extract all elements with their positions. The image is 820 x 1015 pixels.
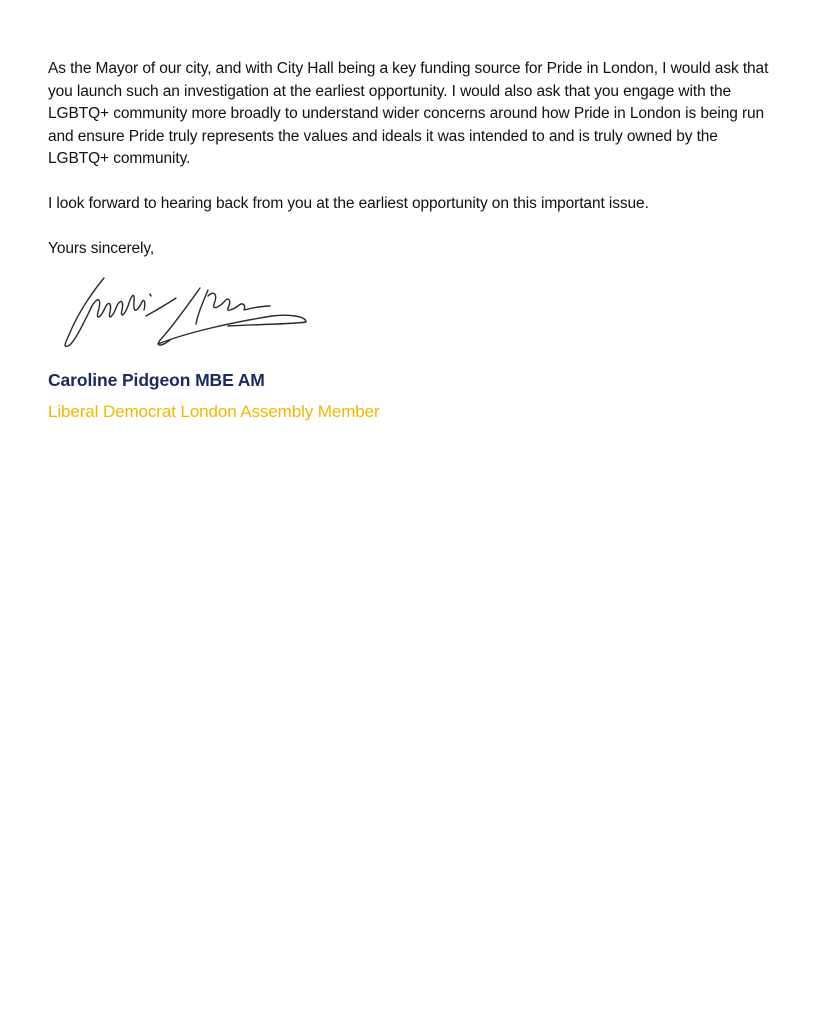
signer-name: Caroline Pidgeon MBE AM [48, 370, 265, 390]
letter-paragraph-2: I look forward to hearing back from you at the earliest opportunity on this important issue. [48, 194, 649, 212]
letter-body [48, 58, 773, 260]
letter-closing: Yours sincerely, [48, 239, 155, 257]
letter-paragraph-1: As the Mayor of our city, and with City Hall being a key funding source for Pride in London, I would ask that you launch such an investigation at the earliest opportunity. I would also ask that you engage with the LGBTQ+ community more broadly to understand wider concerns around how Pride in London is being run and ensure Pride truly represents the values and ideals it was intended to and is truly owned by the LGBTQ+ community. [48, 60, 769, 168]
handwritten-signature-icon [58, 272, 308, 354]
signer-role: Liberal Democrat London Assembly Member [48, 402, 380, 421]
